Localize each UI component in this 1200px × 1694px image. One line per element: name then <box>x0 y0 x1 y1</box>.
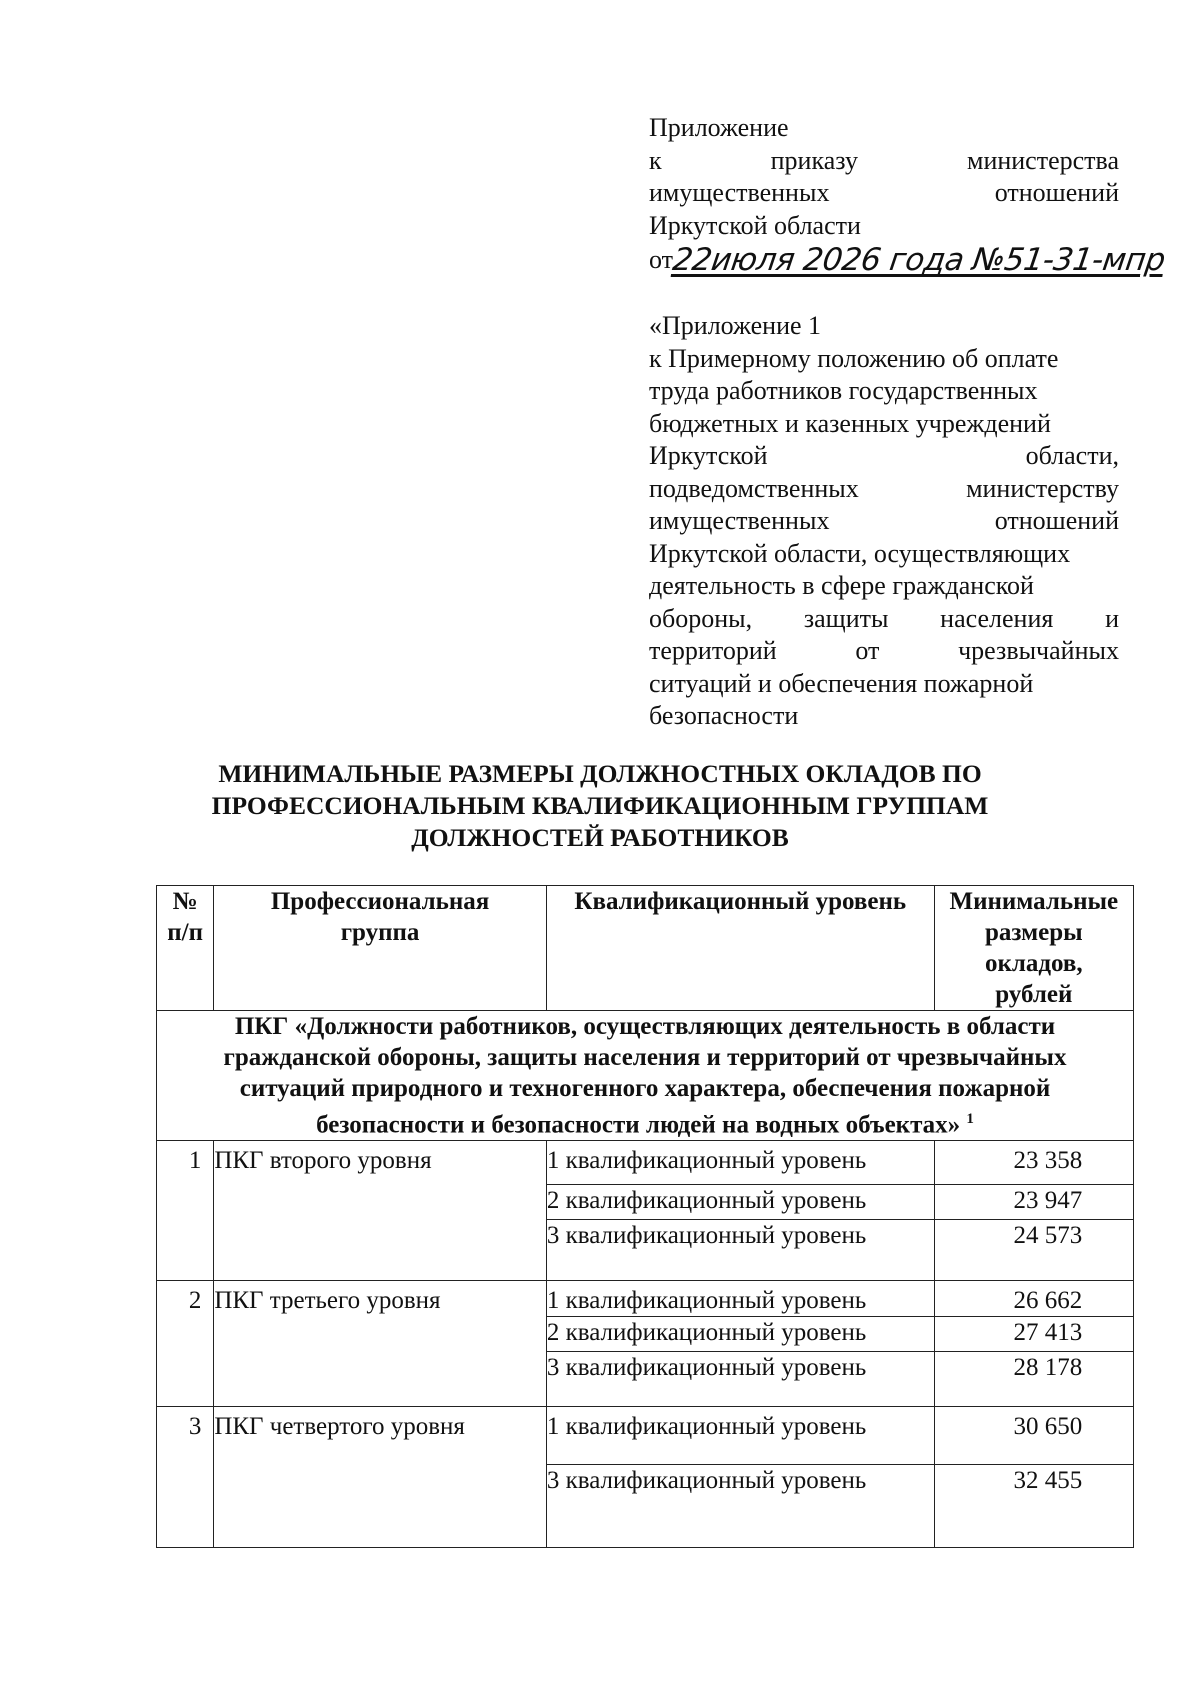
appendix-1-line-4-text: бюджетных и казенных учреждений <box>649 408 1051 438</box>
row-3-salary-1: 30 650 <box>934 1407 1133 1465</box>
order-line-2-word-2: приказу <box>770 145 858 175</box>
group-heading-line-1: ПКГ «Должности работников, осуществляющих деятельность в области <box>234 1013 1056 1040</box>
appendix-1-line-5-word-2: области, <box>1025 441 1119 470</box>
appendix-1-line-10 <box>649 603 1119 636</box>
appendix-1-line-7-word-1: имущественных <box>649 506 830 535</box>
appendix-1-line-3-text: труда работников государственных <box>649 376 1038 405</box>
header-number <box>157 886 214 1011</box>
appendix-1-line-10-word-4: и <box>1105 603 1119 633</box>
group-heading-line-3: ситуаций природного и техногенного характера, обеспечения пожарной <box>239 1075 1051 1102</box>
row-1-salary-1: 23 358 <box>934 1141 1133 1185</box>
appendix-1-line-7 <box>649 505 1119 538</box>
order-line-3 <box>649 177 1119 210</box>
header-professional-group <box>214 886 547 1011</box>
header-minimum-salary <box>934 886 1133 1011</box>
order-line-4: Иркутской области <box>649 210 861 240</box>
order-line-2-word-1: к <box>649 145 662 175</box>
row-3-number: 3 <box>157 1407 214 1548</box>
appendix-1-line-11 <box>649 635 1119 668</box>
row-2-group: ПКГ третьего уровня <box>214 1281 547 1407</box>
row-1-salary-3: 24 573 <box>934 1220 1133 1281</box>
header-professional-group-line-2: группа <box>340 919 420 946</box>
appendix-1-block <box>649 310 1119 733</box>
appendix-1-line-1: «Приложение 1 <box>649 311 822 340</box>
row-2-salary-3: 28 178 <box>934 1352 1133 1407</box>
row-3-group: ПКГ четвертого уровня <box>214 1407 547 1548</box>
handwritten-date-number: 22июля 2026 года №51-31-мпр <box>670 242 1168 278</box>
document-title-line-3: ДОЛЖНОСТЕЙ РАБОТНИКОВ <box>411 823 789 852</box>
row-1-level-3: 3 квалификационный уровень <box>546 1220 934 1281</box>
header-qualification-level: Квалификационный уровень <box>546 886 934 1011</box>
order-appendix-label: Приложение <box>649 113 789 142</box>
table-header-row <box>157 886 1134 1011</box>
header-professional-group-line-1: Профессиональная <box>270 888 490 915</box>
order-reference-block <box>649 112 1168 278</box>
document-title-line-2: ПРОФЕССИОНАЛЬНЫМ КВАЛИФИКАЦИОННЫМ ГРУППАМ <box>211 791 989 820</box>
appendix-1-line-6 <box>649 473 1119 506</box>
row-1-salary-2: 23 947 <box>934 1185 1133 1220</box>
appendix-1-line-3 <box>649 375 1119 408</box>
header-minimum-salary-line-4: рублей <box>995 981 1073 1008</box>
group-heading-line-4-text: безопасности и безопасности людей на водных объектах» <box>316 1111 961 1139</box>
row-3-level-2: 3 квалификационный уровень <box>546 1465 934 1548</box>
appendix-1-line-5 <box>649 440 1119 473</box>
appendix-1-line-8: Иркутской области, осуществляющих <box>649 538 1071 568</box>
row-1-group: ПКГ второго уровня <box>214 1141 547 1281</box>
header-number-line-1: № <box>172 888 198 915</box>
appendix-1-line-4 <box>649 408 1119 441</box>
appendix-1-line-13: безопасности <box>649 701 799 730</box>
appendix-1-line-10-word-3: населения <box>940 603 1054 633</box>
salary-table <box>156 885 1134 1548</box>
appendix-1-line-5-word-1: Иркутской <box>649 441 768 470</box>
appendix-1-line-7-word-2: отношений <box>994 506 1119 535</box>
group-heading-line-2: гражданской обороны, защиты населения и территорий от чрезвычайных <box>223 1044 1067 1071</box>
row-3-level-1: 1 квалификационный уровень <box>546 1407 934 1465</box>
row-1-level-1: 1 квалификационный уровень <box>546 1141 934 1185</box>
header-minimum-salary-line-3: окладов, <box>984 950 1083 977</box>
header-minimum-salary-line-1: Минимальные <box>949 888 1119 915</box>
appendix-1-line-10-word-2: защиты <box>803 603 889 633</box>
group-heading-cell <box>157 1011 1134 1141</box>
appendix-1-line-11-word-3: чрезвычайных <box>958 636 1119 665</box>
row-1-number: 1 <box>157 1141 214 1281</box>
document-title-line-1: МИНИМАЛЬНЫЕ РАЗМЕРЫ ДОЛЖНОСТНЫХ ОКЛАДОВ ПО <box>218 759 982 788</box>
order-date-prefix: от <box>649 245 674 274</box>
header-number-line-2: п/п <box>167 919 204 946</box>
table-row <box>157 1141 1134 1185</box>
table-row <box>157 1281 1134 1317</box>
footnote-marker: 1 <box>966 1111 974 1127</box>
row-3-salary-2: 32 455 <box>934 1465 1133 1548</box>
appendix-1-line-9: деятельность в сфере гражданской <box>649 571 1034 600</box>
header-minimum-salary-line-2: размеры <box>984 919 1083 946</box>
appendix-1-line-11-word-1: территорий <box>649 636 777 665</box>
row-2-salary-2: 27 413 <box>934 1317 1133 1352</box>
row-2-salary-1: 26 662 <box>934 1281 1133 1317</box>
row-2-number: 2 <box>157 1281 214 1407</box>
group-heading-line-4 <box>157 1104 1133 1140</box>
appendix-1-line-2: к Примерному положению об оплате <box>649 343 1059 373</box>
row-2-level-1: 1 квалификационный уровень <box>546 1281 934 1317</box>
row-1-level-2: 2 квалификационный уровень <box>546 1185 934 1220</box>
document-title <box>120 758 1080 854</box>
appendix-1-line-12: ситуаций и обеспечения пожарной <box>649 668 1034 698</box>
order-line-3-word-1: имущественных <box>649 178 830 207</box>
table-row <box>157 1407 1134 1465</box>
order-line-2-word-3: министерства <box>966 145 1119 175</box>
order-line-2 <box>649 145 1119 178</box>
appendix-1-line-11-word-2: от <box>855 636 880 665</box>
row-2-level-3: 3 квалификационный уровень <box>546 1352 934 1407</box>
group-heading-row <box>157 1011 1134 1141</box>
appendix-1-line-10-word-1: обороны, <box>649 603 753 633</box>
order-line-3-word-2: отношений <box>994 178 1119 207</box>
appendix-1-line-6-word-2: министерству <box>966 473 1119 503</box>
appendix-1-line-6-word-1: подведомственных <box>649 473 859 503</box>
row-2-level-2: 2 квалификационный уровень <box>546 1317 934 1352</box>
order-date-line <box>649 242 1168 278</box>
